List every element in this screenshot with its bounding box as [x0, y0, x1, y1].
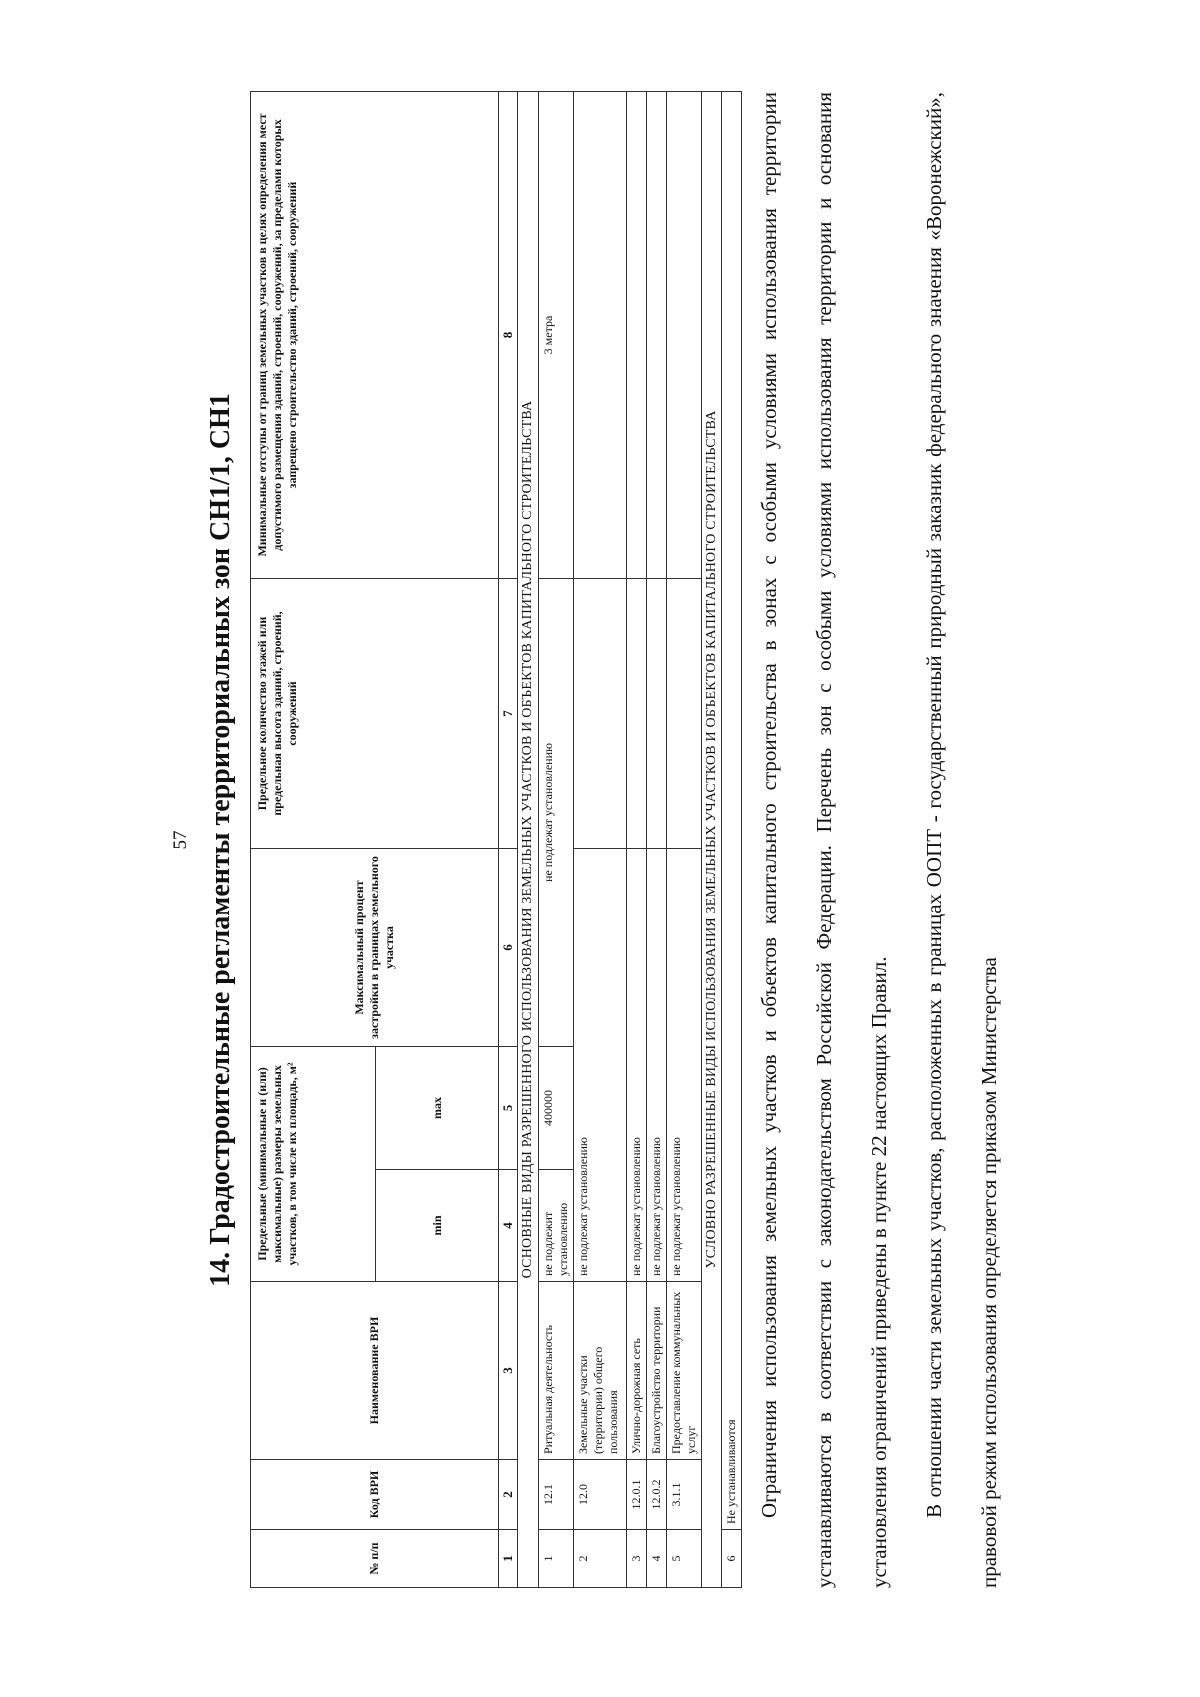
section-row-conditional	[701, 91, 722, 1587]
column-number-row	[499, 91, 518, 1587]
row-empty	[666, 91, 701, 578]
section-row-main	[518, 91, 539, 1587]
header-max: max	[376, 1046, 499, 1169]
table-row	[538, 91, 573, 1587]
header-min: min	[376, 1170, 499, 1282]
col-number: 7	[499, 578, 518, 848]
row-setback: 3 метра	[538, 91, 573, 578]
row-code: 12.0.1	[626, 1460, 646, 1530]
row-empty	[626, 91, 646, 578]
table-row	[646, 91, 666, 1587]
header-row	[251, 91, 376, 1587]
header-size: Предельные (минимальные и (или) максимальные) размеры земельных участков, в том числе их площадь, м²	[251, 1046, 376, 1281]
col-number: 6	[499, 848, 518, 1046]
row-num: 1	[538, 1530, 573, 1588]
header-num: № п/п	[251, 1530, 499, 1588]
row-code: 3.1.1	[666, 1460, 701, 1530]
row-empty	[573, 578, 626, 848]
row-code: 12.0.2	[646, 1460, 666, 1530]
page-number: 57	[170, 830, 191, 850]
col-number: 3	[499, 1282, 518, 1460]
paragraph-oopt: В отношении части земельных участков, расположенных в границах ООПТ - государственный природный заказник федерального значения «Воронежский», правовой режим использования определяется приказом Министерства	[922, 92, 1001, 1588]
row-num: 6	[722, 1530, 742, 1588]
col-number: 8	[499, 91, 518, 578]
row-name: Улично-дорожная сеть	[626, 1282, 646, 1460]
header-name: Наименование ВРИ	[251, 1282, 499, 1460]
row-value: не подлежат установлению	[646, 848, 666, 1281]
row-max: 400000	[538, 1046, 573, 1169]
row-num: 4	[646, 1530, 666, 1588]
row-percent-floors: не подлежат установлению	[538, 578, 573, 1046]
header-setback: Минимальные отступы от границ земельных участков в целях определения мест допустимого размещения зданий, строений, сооружений, за пределами которых запрещено строительство зданий, строений, сооружений	[251, 91, 499, 578]
row-num: 2	[573, 1530, 626, 1588]
row-min: не подлежит установлению	[538, 1170, 573, 1282]
table-row	[722, 91, 742, 1587]
row-code: 12.1	[538, 1460, 573, 1530]
row-name: Предоставление коммунальных услуг	[666, 1282, 701, 1460]
paragraph-restrictions: Ограничения использования земельных участков и объектов капитального строительства в зонах с особыми условиями использования территории устанавливаются в соответствии с законодательством Российской Федерации. Перечень зон с особыми условиями использования территории и основания установления ограничений приведены в пункте 22 настоящих Правил.	[757, 92, 891, 1588]
row-text: Не устанавливаются	[722, 91, 742, 1529]
row-empty	[646, 578, 666, 848]
row-name: Земельные участки (территории) общего пользования	[573, 1282, 626, 1460]
row-code: 12.0	[573, 1460, 626, 1530]
header-code: Код ВРИ	[251, 1460, 499, 1530]
row-name: Ритуальная деятельность	[538, 1282, 573, 1460]
row-num: 5	[666, 1530, 701, 1588]
regulations-table	[250, 91, 742, 1588]
row-num: 3	[626, 1530, 646, 1588]
table-row	[626, 91, 646, 1587]
row-name: Благоустройство территории	[646, 1282, 666, 1460]
row-value: не подлежат установлению	[573, 848, 626, 1281]
table-row	[573, 91, 626, 1587]
section-main-label: ОСНОВНЫЕ ВИДЫ РАЗРЕШЕННОГО ИСПОЛЬЗОВАНИЯ ЗЕМЕЛЬНЫХ УЧАСТКОВ И ОБЪЕКТОВ КАПИТАЛЬНОГО СТРОИТЕЛЬСТВА	[518, 91, 539, 1587]
col-number: 4	[499, 1170, 518, 1282]
document-page	[150, 90, 1050, 1590]
table-row	[666, 91, 701, 1587]
header-floors: Предельное количество этажей или предельная высота зданий, строений, сооружений	[251, 578, 499, 848]
row-empty	[646, 91, 666, 578]
section-conditional-label: УСЛОВНО РАЗРЕШЕННЫЕ ВИДЫ ИСПОЛЬЗОВАНИЯ ЗЕМЕЛЬНЫХ УЧАСТКОВ И ОБЪЕКТОВ КАПИТАЛЬНОГО СТРОИТЕЛЬСТВА	[701, 91, 722, 1587]
row-value: не подлежат установлению	[666, 848, 701, 1281]
col-number: 5	[499, 1046, 518, 1169]
row-empty	[666, 578, 701, 848]
row-empty	[573, 91, 626, 578]
header-percent: Максимальный процент застройки в границах земельного участка	[251, 848, 499, 1046]
row-value: не подлежат установлению	[626, 848, 646, 1281]
section-title: 14. Градостроительные регламенты территориальных зон СН1/1, СН1	[205, 393, 236, 1287]
row-empty	[626, 578, 646, 848]
col-number: 1	[499, 1530, 518, 1588]
col-number: 2	[499, 1460, 518, 1530]
